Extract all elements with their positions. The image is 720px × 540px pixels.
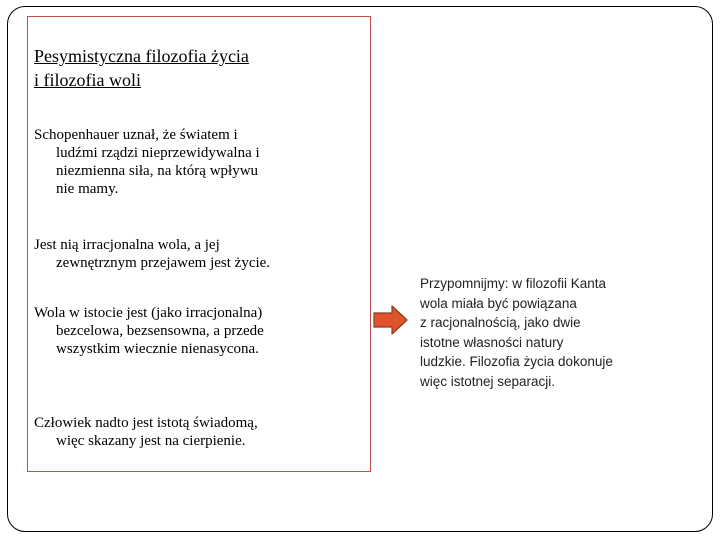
paragraph-line: niezmienna siła, na którą wpływu xyxy=(56,163,259,179)
note-line: z racjonalnością, jako dwie xyxy=(420,315,581,330)
paragraph-line: ludźmi rządzi nieprzewidywalna i xyxy=(56,145,260,161)
note-line: ludzkie. Filozofia życia dokonuje xyxy=(420,354,613,369)
side-note xyxy=(420,274,660,391)
paragraph-irrational-will xyxy=(34,236,366,272)
paragraph-line: Wola w istocie jest (jako irracjonalna) xyxy=(34,305,263,321)
paragraph-line: bezcelowa, bezsensowna, a przede xyxy=(56,323,264,339)
paragraph-line: wszystkim wiecznie nienasycona. xyxy=(56,341,259,357)
right-arrow-icon xyxy=(373,304,409,336)
paragraph-line: nie mamy. xyxy=(56,181,119,197)
paragraph-line: więc skazany jest na cierpienie. xyxy=(56,433,246,449)
paragraph-will-essence xyxy=(34,304,366,358)
note-line: Przypomnijmy: w filozofii Kanta xyxy=(420,276,607,291)
paragraph-line: Schopenhauer uznał, że światem i xyxy=(34,127,238,143)
paragraph-schopenhauer xyxy=(34,126,366,198)
paragraph-line: zewnętrznym przejawem jest życie. xyxy=(56,255,271,271)
title-line-1: Pesymistyczna filozofia życia xyxy=(34,46,249,66)
title-line-2: i filozofia woli xyxy=(34,70,141,90)
paragraph-line: Człowiek nadto jest istotą świadomą, xyxy=(34,415,258,431)
paragraph-line: Jest nią irracjonalna wola, a jej xyxy=(34,237,220,253)
paragraph-suffering xyxy=(34,414,366,450)
note-line: wola miała być powiązana xyxy=(420,295,577,311)
slide-title xyxy=(34,44,364,92)
note-line: więc istotnej separacji. xyxy=(420,373,556,389)
note-line: istotne własności natury xyxy=(420,334,564,350)
